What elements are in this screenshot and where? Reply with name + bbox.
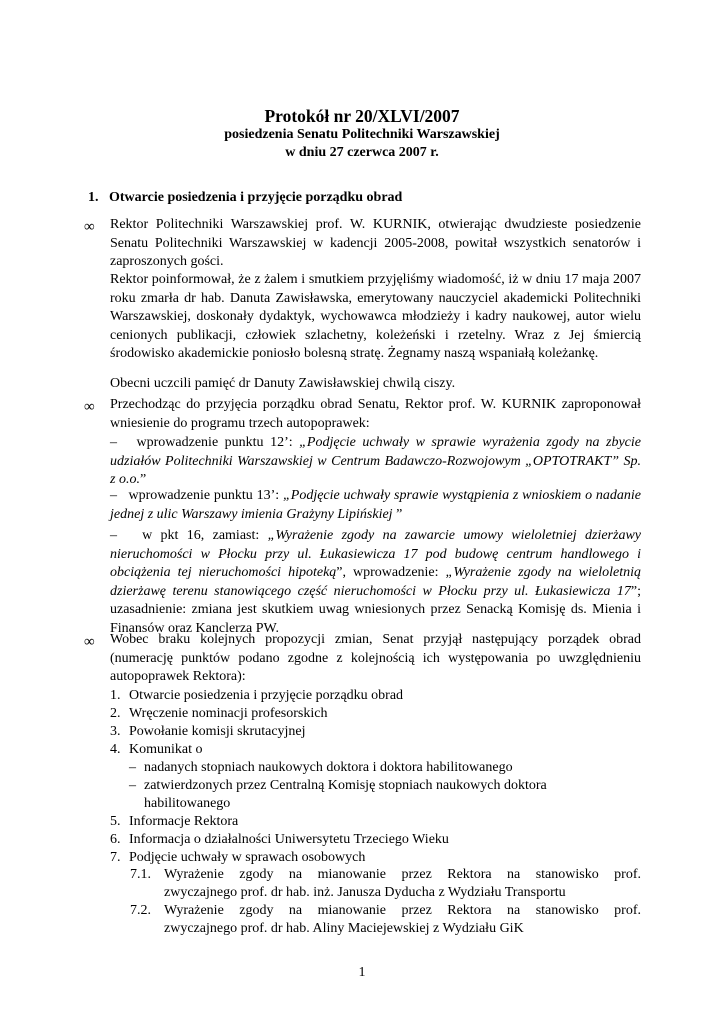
dash-icon: – [110,528,117,543]
agenda-subitem-cont: zwyczajnego prof. dr hab. inż. Janusza Dyducha z Wydziału Transportu [164,885,566,900]
agenda-item: 4. Komunikat o [110,742,203,757]
agenda-item: 1. Otwarcie posiedzenia i przyjęcie porządku obrad [110,688,404,703]
dash-icon: – [110,435,117,450]
amendment-16-tail: ”; uzasadnienie: zmiana jest skutkiem uwag wniesionych przez Senacką Komisję ds. Mienia i Finansów oraz Kanclerza PW. [110,583,641,636]
paragraph-amendments-intro: Przechodząc do przyjęcia porządku obrad Senatu, Rektor prof. W. KURNIK zaproponował wniesienie do programu trzech autopoprawek: [110,397,641,431]
amendment-13-title: „Podjęcie uchwały sprawie wystąpienia z wnioskiem o nadanie jednej z ulic Warszawy imienia Grażyny Lipińskiej [110,488,641,522]
amendment-16-new: „Wyrażenie zgody na wieloletnią dzierżawę terenu stanowiącego część nieruchomości w Płocku przy ul. Łukasiewicza 17 [110,565,641,599]
amendment-16 [110,527,641,638]
amendment-16-mid: ”, wprowadzenie: [336,565,446,580]
amendment-13-lead: wprowadzenie punktu 13’: [128,488,283,503]
document-subtitle: posiedzenia Senatu Politechniki Warszawskiej [224,127,500,142]
page-number: 1 [358,965,366,980]
agenda-item: 3. Powołanie komisji skrutacyjnej [110,724,306,739]
section-number: 1. [88,190,99,205]
agenda-subitem: Wyrażenie zgody na mianowanie przez Rektora na stanowisko prof. [164,903,641,918]
agenda-item: 7. Podjęcie uchwały w sprawach osobowych [110,850,366,865]
section-heading [88,190,402,206]
section-title: Otwarcie posiedzenia i przyjęcie porządku obrad [109,190,403,205]
amendment-16-old: „Wyrażenie zgody na zawarcie umowy wieloletniej dzierżawy nieruchomości w Płocku przy ul. Łukasiewicza 17 pod budowę centrum handlowego i obciążenia tej nieruchomości hipoteką [110,528,642,580]
agenda-subitem-number: 7.2. [130,903,151,918]
amendment-13 [110,487,641,524]
paragraph-opening: Rektor Politechniki Warszawskiej prof. W. KURNIK, otwierając dwudzieste posiedzenie Senatu Politechniki Warszawskiej w kadencji 2005-2008, powitał wszystkich senatorów i zaproszonych gości. [110,217,641,269]
dash-icon: – [110,488,117,503]
amendment-12-title: „Podjęcie uchwały w sprawie wyrażenia zgody na zbycie udziałów Politechniki Warszawskiej w Centrum Badawczo-Rozwojowym „OPTOTRAKT” Sp. z o.o. [110,435,641,487]
amendment-12-lead: wprowadzenie punktu 12’: [136,435,300,450]
amendment-16-lead: w pkt 16, zamiast: [142,528,268,543]
bullet-icon: ∞ [84,634,95,650]
amendment-12-tail: ” [139,472,147,487]
agenda-subitem: Wyrażenie zgody na mianowanie przez Rektora na stanowisko prof. [164,867,641,882]
bullet-icon: ∞ [84,219,95,235]
agenda-subitem: – zatwierdzonych przez Centralną Komisję stopniach naukowych doktora [129,778,547,793]
agenda-item: 2. Wręczenie nominacji profesorskich [110,706,328,721]
paragraph-memorial: Rektor poinformował, że z żalem i smutkiem przyjęliśmy wiadomość, iż w dniu 17 maja 2007 roku zmarła dr hab. Danuta Zawisławska, emerytowany nauczyciel akademicki Politechniki Warszawskiej, doskonały dydaktyk, wychowawca młodzieży i kadry naukowej, autor wielu cenionych publikacji, człowiek szlachetny, koleżeński i rzetelny. Wraz z Jej śmiercią środowisko akademickie poniosło bolesną stratę. Żegnamy naszą wspaniałą koleżankę. [110,272,641,361]
agenda-item: 5. Informacje Rektora [110,814,239,829]
agenda-subitem-cont: zwyczajnego prof. dr hab. Aliny Maciejewskiej z Wydziału GiK [164,921,524,936]
document-title: Protokół nr 20/XLVI/2007 [264,106,460,126]
agenda-subitem: – nadanych stopniach naukowych doktora i doktora habilitowanego [129,760,513,775]
agenda-subitem-cont: habilitowanego [144,796,231,811]
amendment-12 [110,434,641,490]
agenda-subitem-number: 7.1. [130,867,151,882]
amendment-13-tail: ” [392,506,403,522]
paragraph-agenda-intro: Wobec braku kolejnych propozycji zmian, Senat przyjął następujący porządek obrad (numerację punktów podano zgodne z kolejnością ich występowania po uwzględnieniu autopoprawek Rektora): [110,632,641,684]
paragraph-silence: Obecni uczcili pamięć dr Danuty Zawisławskiej chwilą ciszy. [110,376,456,391]
bullet-icon: ∞ [84,399,95,415]
agenda-item: 6. Informacja o działalności Uniwersytetu Trzeciego Wieku [110,832,449,847]
document-date: w dniu 27 czerwca 2007 r. [285,145,439,160]
